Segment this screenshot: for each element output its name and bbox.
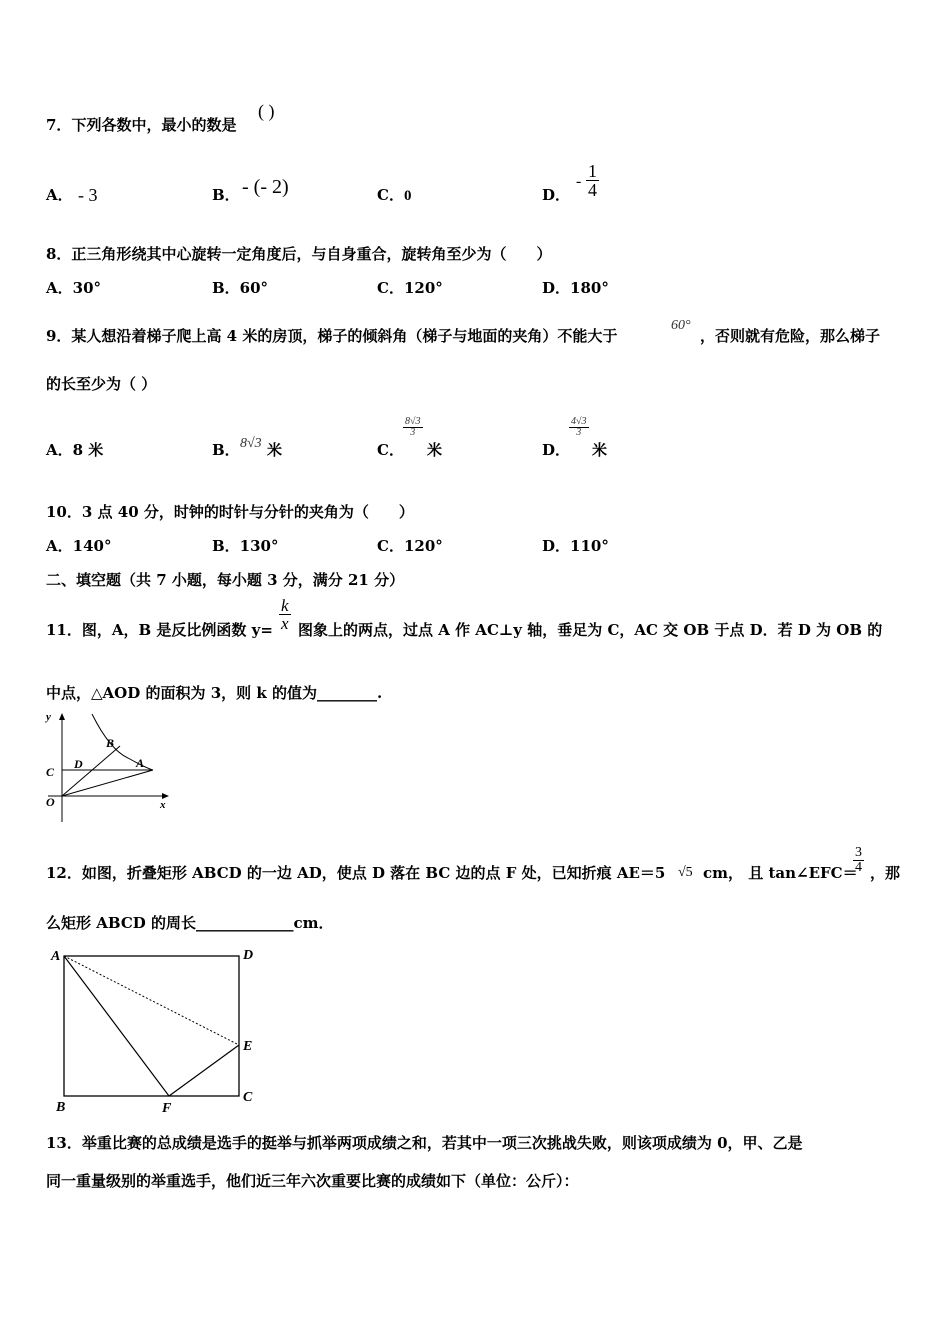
q8-stem: 8．正三角形绕其中心旋转一定角度后，与自身重合，旋转角至少为（ ）: [46, 245, 552, 263]
q8-option-c: C．120°: [377, 279, 443, 297]
q9-option-a: A．8 米: [46, 441, 104, 459]
q9-angle: 60°: [671, 318, 691, 333]
section-2-title: 二、填空题（共 7 小题，每小题 3 分，满分 21 分）: [46, 571, 405, 589]
q12-segment-fe: [169, 1045, 239, 1096]
q11-stem-line1-end: 图象上的两点，过点 A 作 AC⊥y 轴，垂足为 C，AC 交 OB 于点 D．若 D 为 OB 的: [298, 621, 883, 639]
q12-sqrt: √5: [678, 865, 693, 880]
q12-rectangle: [64, 956, 239, 1096]
q9-stem-line2: 的长至少为（ ）: [46, 375, 157, 393]
q7-text: 下列各数中，最小的数是: [71, 116, 237, 134]
q8-option-b: B．60°: [212, 279, 269, 297]
q7-option-b: B．: [212, 186, 240, 204]
q12-label-e: E: [243, 1039, 253, 1054]
q11-figure: [38, 710, 173, 825]
q8-option-d: D．180°: [542, 279, 609, 297]
q7-option-d-fraction: $\frac{1}{4}$: [588, 161, 597, 200]
q11-label-d: D: [74, 757, 83, 771]
q10-option-d: D．110°: [542, 537, 609, 555]
q7-option-b-value: - (- 2): [242, 176, 289, 198]
q9-option-c-unit: 米: [427, 441, 443, 459]
q7-option-d: D．: [542, 186, 571, 204]
q9-option-b-unit: 米: [267, 441, 283, 459]
q7-paren: ( ): [258, 101, 275, 121]
q11-label-x: x: [160, 799, 166, 811]
q12-stem-line1-start: 12．如图，折叠矩形 ABCD 的一边 AD，使点 D 落在 BC 边的点 F 处，已知折痕 AE＝5: [46, 864, 666, 882]
q11-stem-line2: 中点，△AOD 的面积为 3，则 k 的值为________.: [46, 684, 383, 702]
q9-option-d-label: D．: [542, 441, 571, 459]
q7-number: 7．: [46, 116, 72, 134]
q11-y-arrow: [59, 713, 65, 720]
q10-option-b: B．130°: [212, 537, 279, 555]
q12-stem-line1-mid: cm， 且 tan∠EFC＝: [703, 864, 858, 882]
q11-label-y: y: [46, 711, 51, 723]
q12-stem-line2: 么矩形 ABCD 的周长_____________cm．: [46, 914, 334, 932]
q9-option-c-fraction: $\frac{8√3}{3}$: [405, 416, 421, 438]
q12-label-a: A: [51, 949, 61, 964]
q12-label-b: B: [56, 1100, 66, 1115]
q13-line1: 13．举重比赛的总成绩是选手的挺举与抓举两项成绩之和，若其中一项三次挑战失败，则该项成绩为 0，甲、乙是: [46, 1134, 803, 1152]
q10-stem: 10．3 点 40 分，时钟的时针与分针的夹角为（ ）: [46, 503, 414, 521]
q12-figure: [45, 940, 275, 1115]
q11-fraction: $\frac{k}{x}$: [281, 596, 289, 633]
q7-stem: [46, 118, 236, 133]
q12-fold-ae: [64, 956, 239, 1045]
q9-option-c-label: C．: [377, 441, 404, 459]
q12-label-c: C: [243, 1090, 253, 1105]
q9-option-b-value: 8√3: [240, 436, 262, 451]
q11-line-ob: [62, 746, 120, 796]
q12-label-f: F: [162, 1101, 172, 1115]
q12-stem-line1-end: ，那: [870, 864, 901, 882]
q11-stem-line1-start: 11．图，A，B 是反比例函数 y=: [46, 621, 273, 639]
q9-option-b-label: B．: [212, 441, 240, 459]
q11-label-c: C: [46, 765, 55, 779]
q11-label-o: O: [46, 795, 55, 809]
q12-fraction: $\frac{3}{4}$: [855, 845, 862, 875]
q7-option-a: A．: [46, 186, 73, 204]
q9-stem-line1: 9．某人想沿着梯子爬上高 4 米的房顶，梯子的倾斜角（梯子与地面的夹角）不能大于: [46, 327, 618, 345]
q9-stem-line1-end: ，否则就有危险，那么梯子: [700, 327, 881, 345]
q10-option-a: A．140°: [46, 537, 112, 555]
q9-option-d-unit: 米: [592, 441, 608, 459]
q9-option-d-fraction: $\frac{4√3}{3}$: [571, 416, 587, 438]
q11-label-b: B: [106, 736, 115, 750]
q8-option-a: A．30°: [46, 279, 102, 297]
q7-option-a-value: - 3: [78, 185, 98, 205]
q13-line2: 同一重量级别的举重选手，他们近三年六次重要比赛的成绩如下（单位：公斤）：: [46, 1172, 579, 1190]
q10-option-c: C．120°: [377, 537, 443, 555]
q11-line-oa: [62, 770, 153, 796]
q12-segment-af: [64, 956, 169, 1096]
q12-label-d: D: [243, 948, 254, 963]
q7-option-d-sign: -: [576, 173, 582, 190]
q11-label-a: A: [136, 756, 145, 770]
q7-option-c: C．0: [377, 186, 412, 204]
